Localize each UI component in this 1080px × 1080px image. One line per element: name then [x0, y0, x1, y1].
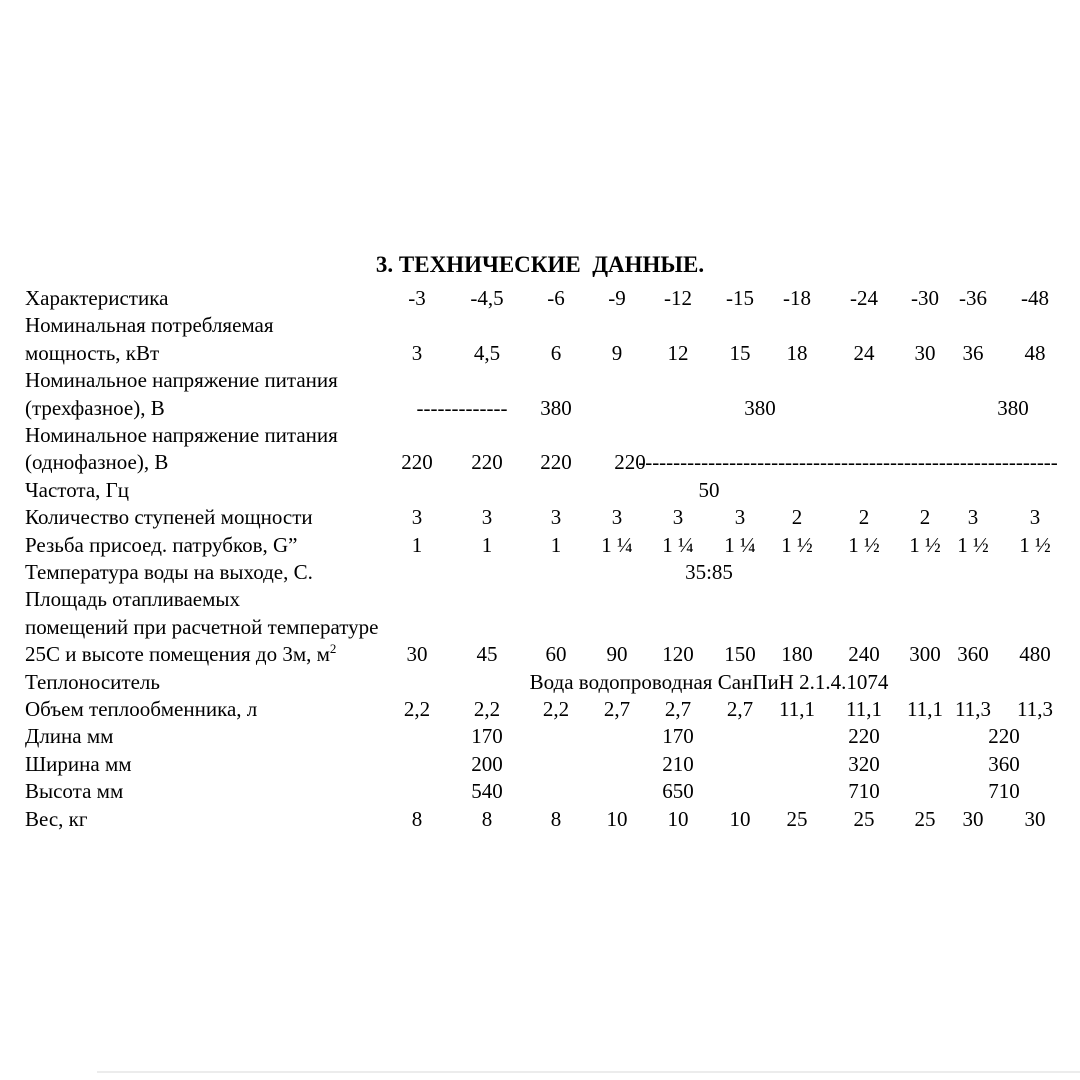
table-row: [0, 752, 1080, 779]
row-label: Вес, кг: [25, 806, 88, 831]
table-cell: 6: [550, 340, 562, 365]
table-cell: 30: [1024, 806, 1046, 831]
table-cell: 380: [540, 395, 572, 420]
table-cell: 48: [1024, 340, 1046, 365]
table-cell: 3: [611, 505, 623, 530]
table-cell: 11,3: [955, 697, 991, 721]
table-cell: 9: [611, 340, 623, 365]
table-row: [0, 368, 1080, 395]
table-cell: ------------------------------------------------------------: [638, 450, 1058, 475]
table-cell: 710: [988, 779, 1020, 804]
table-cell: 1 ¼: [662, 532, 694, 557]
table-row: [0, 533, 1080, 560]
table-cell: 1 ½: [909, 532, 941, 557]
table-cell: 360: [988, 751, 1020, 776]
row-label: Номинальная потребляемая: [25, 313, 274, 338]
table-cell: -9: [608, 286, 626, 310]
table-cell: 2: [919, 505, 931, 530]
table-cell: 25: [914, 806, 936, 831]
table-cell: 1 ½: [781, 532, 813, 557]
table-cell: -24: [850, 286, 878, 310]
table-cell: 1 ¼: [601, 532, 633, 557]
table-cell: 320: [848, 751, 880, 776]
table-cell: 200: [471, 751, 503, 776]
table-cell: 1 ½: [848, 532, 880, 557]
table-cell: 15: [729, 340, 751, 365]
table-cell: 3: [411, 505, 423, 530]
table-cell: 650: [662, 779, 694, 804]
table-cell: 540: [471, 779, 503, 804]
table-row: [0, 670, 1080, 697]
table-cell: 1: [411, 532, 423, 557]
table-cell: 25: [853, 806, 875, 831]
table-cell: 3: [734, 505, 746, 530]
table-cell: -12: [664, 286, 692, 310]
row-label: помещений при расчетной температуре: [25, 614, 379, 639]
table-cell: 1: [550, 532, 562, 557]
table-cell: 8: [481, 806, 493, 831]
table-cell: 1 ¼: [724, 532, 756, 557]
table-cell: 35:85: [685, 560, 733, 584]
table-cell: 220: [401, 450, 433, 475]
row-label: мощность, кВт: [25, 340, 160, 365]
table-cell: 10: [729, 806, 751, 831]
table-cell: 210: [662, 751, 694, 776]
section-title: 3. ТЕХНИЧЕСКИЕ ДАННЫЕ.: [375, 252, 705, 277]
table-row: [0, 807, 1080, 834]
table-cell: 3: [411, 340, 423, 365]
table-cell: 2,7: [603, 697, 631, 721]
table-cell: -18: [783, 286, 811, 310]
table-row: [0, 642, 1080, 669]
table-cell: 3: [1029, 505, 1041, 530]
table-cell: 3: [672, 505, 684, 530]
table-cell: 36: [962, 340, 984, 365]
table-cell: 50: [698, 477, 720, 502]
table-cell: 8: [411, 806, 423, 831]
table-row: [0, 341, 1080, 368]
table-cell: 30: [406, 642, 428, 667]
table-row: [0, 478, 1080, 505]
table-row: [0, 615, 1080, 642]
table-row: [0, 697, 1080, 724]
table-cell: 11,1: [846, 697, 882, 721]
row-label: Высота мм: [25, 779, 124, 804]
row-label: Номинальное напряжение питания: [25, 423, 338, 447]
table-cell: 3: [481, 505, 493, 530]
table-cell: 10: [667, 806, 689, 831]
row-label: Температура воды на выходе, С.: [25, 560, 313, 584]
table-cell: 380: [997, 395, 1029, 420]
table-cell: 1: [481, 532, 493, 557]
table-cell: 380: [744, 395, 776, 420]
row-label: Характеристика: [25, 286, 169, 310]
row-label: Частота, Гц: [25, 477, 130, 502]
table-cell: 170: [662, 724, 694, 749]
row-label: Резьба присоед. патрубков, G”: [25, 532, 298, 557]
table-cell: 60: [545, 642, 567, 667]
table-cell: 45: [476, 642, 498, 667]
table-cell: 360: [957, 642, 989, 667]
table-cell: -------------: [416, 395, 508, 420]
table-cell: 30: [962, 806, 984, 831]
table-row: [0, 779, 1080, 806]
table-cell: -15: [726, 286, 754, 310]
table-row: [0, 450, 1080, 477]
table-row: [0, 286, 1080, 313]
table-row: [0, 396, 1080, 423]
table-cell: 220: [540, 450, 572, 475]
table-cell: 3: [550, 505, 562, 530]
table-row: [0, 560, 1080, 587]
table-cell: 4,5: [473, 340, 501, 365]
row-label: (однофазное), В: [25, 450, 169, 475]
table-cell: 480: [1019, 642, 1051, 667]
table-cell: 30: [914, 340, 936, 365]
table-cell: 220: [471, 450, 503, 475]
table-cell: 10: [606, 806, 628, 831]
row-label: Длина мм: [25, 724, 114, 749]
table-cell: 2,2: [403, 697, 431, 721]
table-cell: 18: [786, 340, 808, 365]
page-bottom-divider: [97, 1071, 1080, 1073]
table-cell: 150: [724, 642, 756, 667]
table-row: [0, 313, 1080, 340]
table-cell: 2: [791, 505, 803, 530]
table-cell: 3: [967, 505, 979, 530]
table-row: [0, 587, 1080, 614]
row-label: Номинальное напряжение питания: [25, 368, 338, 393]
table-cell: 120: [662, 642, 694, 667]
row-label-superscript: 2: [329, 641, 337, 657]
table-cell: 710: [848, 779, 880, 804]
row-label: (трехфазное), В: [25, 395, 165, 420]
table-cell: 8: [550, 806, 562, 831]
table-cell: 220: [988, 724, 1020, 749]
table-cell: 300: [909, 642, 941, 667]
table-cell: 2,2: [542, 697, 570, 721]
table-cell: 25: [786, 806, 808, 831]
table-cell: -30: [911, 286, 939, 310]
table-cell: 1 ½: [957, 532, 989, 557]
row-label: Количество ступеней мощности: [25, 505, 313, 530]
table-cell: -4,5: [470, 286, 504, 310]
table-cell: 12: [667, 340, 689, 365]
table-row: [0, 724, 1080, 751]
table-cell: -6: [547, 286, 565, 310]
table-cell: 2,7: [664, 697, 692, 721]
row-label: 25С и высоте помещения до 3м, $м^2$: [25, 641, 337, 667]
table-row: [0, 423, 1080, 450]
table-cell: -36: [959, 286, 987, 310]
table-row: [0, 505, 1080, 532]
table-cell: 1 ½: [1019, 532, 1051, 557]
row-label: Объем теплообменника, л: [25, 697, 258, 721]
table-cell: 220: [848, 724, 880, 749]
table-cell: 90: [606, 642, 628, 667]
table-cell: 170: [471, 724, 503, 749]
table-cell: -3: [408, 286, 426, 310]
row-label: Теплоноситель: [25, 669, 160, 694]
table-cell: 11,1: [779, 697, 815, 721]
table-cell: 2,7: [726, 697, 754, 721]
table-cell: 180: [781, 642, 813, 667]
table-cell: 24: [853, 340, 875, 365]
row-label: Ширина мм: [25, 751, 132, 776]
row-label: Площадь отапливаемых: [25, 587, 240, 612]
table-cell: Вода водопроводная СанПиН 2.1.4.1074: [529, 669, 889, 694]
table-cell: 2,2: [473, 697, 501, 721]
table-cell: 11,1: [907, 697, 943, 721]
table-cell: 240: [848, 642, 880, 667]
table-cell: 220: [614, 450, 646, 475]
table-cell: 11,3: [1017, 697, 1053, 721]
table-cell: -48: [1021, 286, 1049, 310]
table-cell: 2: [858, 505, 870, 530]
